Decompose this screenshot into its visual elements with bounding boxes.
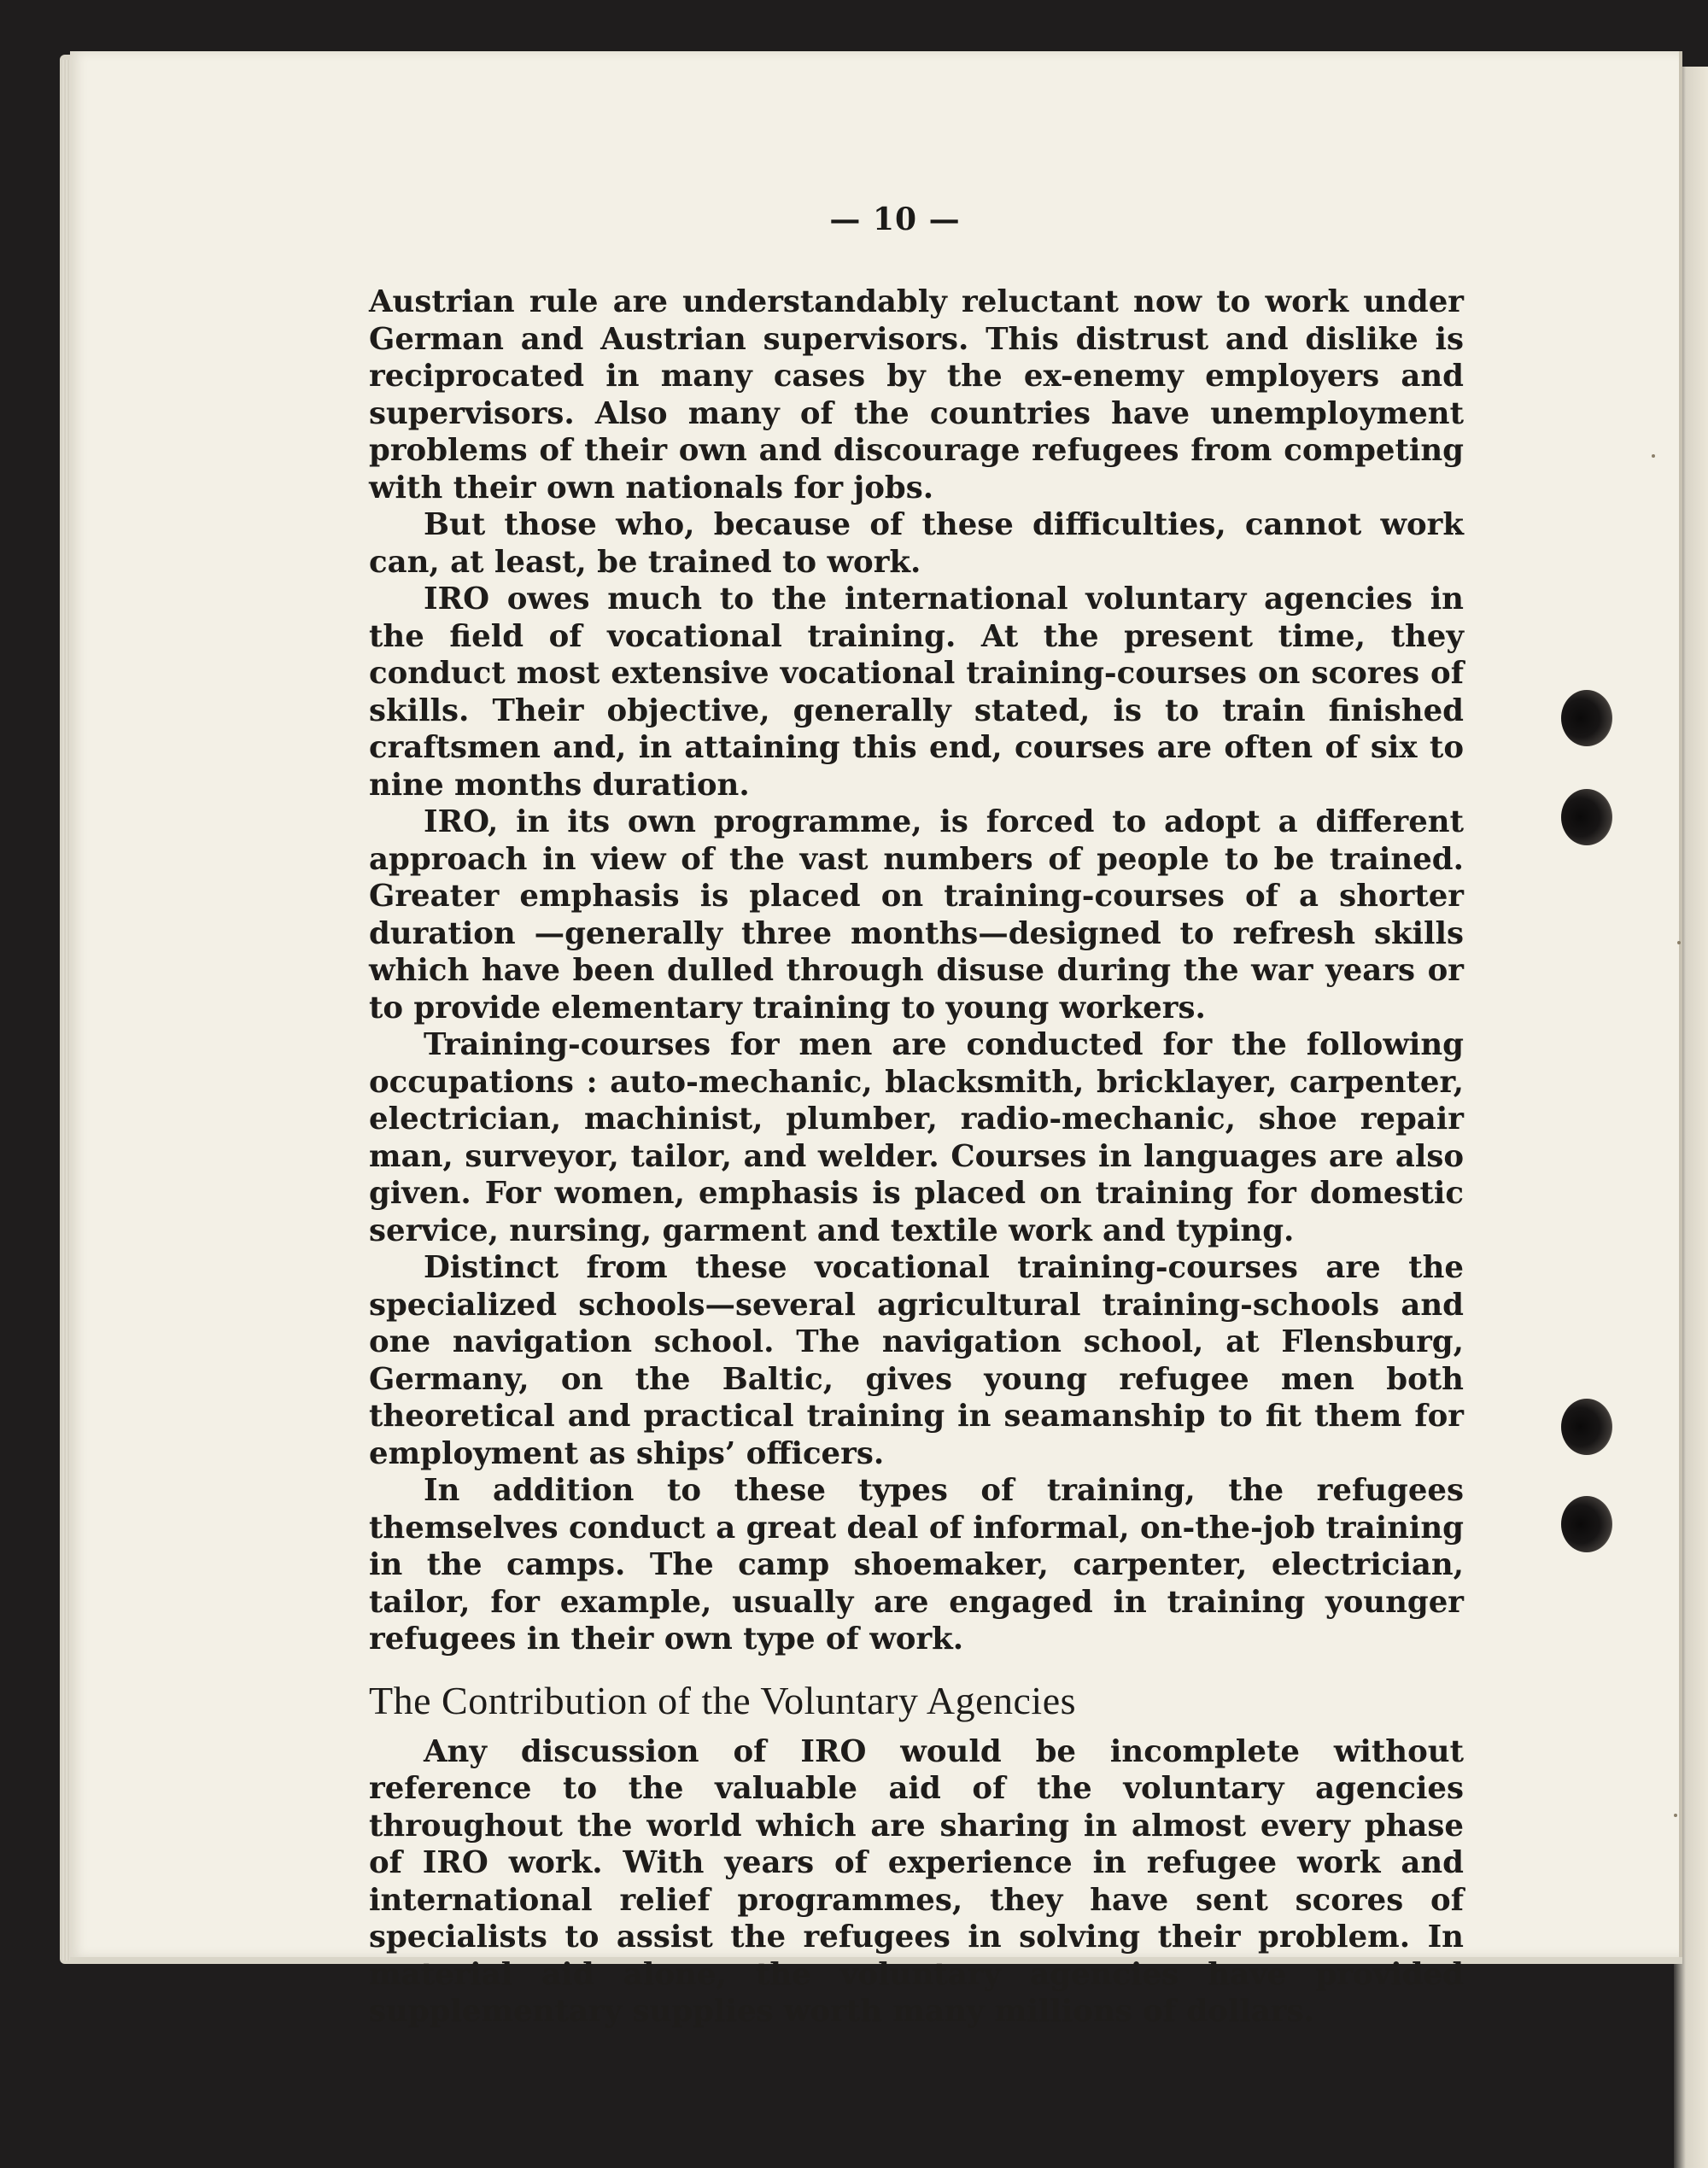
punch-hole [1561, 690, 1612, 746]
paragraph-continued: Austrian rule are understandably reluctant now to work under German and Austrian supervisors. This distrust and dislike is reciprocated in many cases by the ex-enemy employers and supervisors. Also many of the countries have unemployment problems of their own and discourage refugees from competing with their own nationals for jobs. [369, 284, 1464, 505]
body-text [369, 283, 1464, 2031]
page-number-text: — 10 — [829, 202, 961, 237]
paragraph: In addition to these types of training, the refugees themselves conduct a great deal of informal, on-the-job training in the camps. The camp shoemaker, carpenter, electrician, tailor, for example, usually are engaged in training younger refugees in their own type of work. [369, 1473, 1464, 1657]
page-number [0, 202, 1708, 237]
punch-hole [1561, 1496, 1612, 1552]
punch-hole [1561, 789, 1612, 845]
section-heading: The Contribution of the Voluntary Agencies [369, 1678, 1077, 1722]
paper-speck [1652, 454, 1655, 458]
section-paragraph: Any discussion of IRO would be incomplete without reference to the valuable aid of the voluntary agencies throughout the world which are sharing in almost every phase of IRO work. With years of experience in refugee work and international relief programmes, they have sent scores of specialists to assist the refugees in solving their problem. In material aid alone, the voluntary agencies have provided supplementary supplies worth many millions of dollars. [369, 1733, 1464, 2029]
punch-hole [1561, 1399, 1612, 1455]
paragraph: Distinct from these vocational training-courses are the specialized schools—several agricultural training-schools and one navigation school. The navigation school, at Flensburg, Germany, on the Baltic, gives young refugee men both theoretical and practical training in seamanship to fit them for employment as ships’ officers. [369, 1250, 1464, 1471]
paragraph: IRO owes much to the international voluntary agencies in the field of vocational training. At the present time, they conduct most extensive vocational training-courses on scores of skills. Their objective, generally stated, is to train finished craftsmen and, in attaining this end, courses are often of six to nine months duration. [369, 581, 1464, 803]
paragraph: But those who, because of these difficulties, cannot work can, at least, be trained to work. [369, 507, 1464, 580]
binding-line [1679, 51, 1682, 1957]
paper-speck [1674, 1814, 1677, 1817]
paragraph: Training-courses for men are conducted for the following occupations : auto-mechanic, blacksmith, bricklayer, carpenter, electrician, machinist, plumber, radio-mechanic, shoe repair man, surveyor, tailor, and welder. Courses in languages are also given. For women, emphasis is placed on training for domestic service, nursing, garment and textile work and typing. [369, 1027, 1464, 1248]
paragraph: IRO, in its own programme, is forced to adopt a different approach in view of the vast numbers of people to be trained. Greater emphasis is placed on training-courses of a shorter duration —generally three months—designed to refresh skills which have been dulled through disuse during the war years or to provide elementary training to young workers. [369, 804, 1464, 1026]
page-left-edge [61, 60, 70, 1961]
paper-speck [1677, 941, 1681, 944]
